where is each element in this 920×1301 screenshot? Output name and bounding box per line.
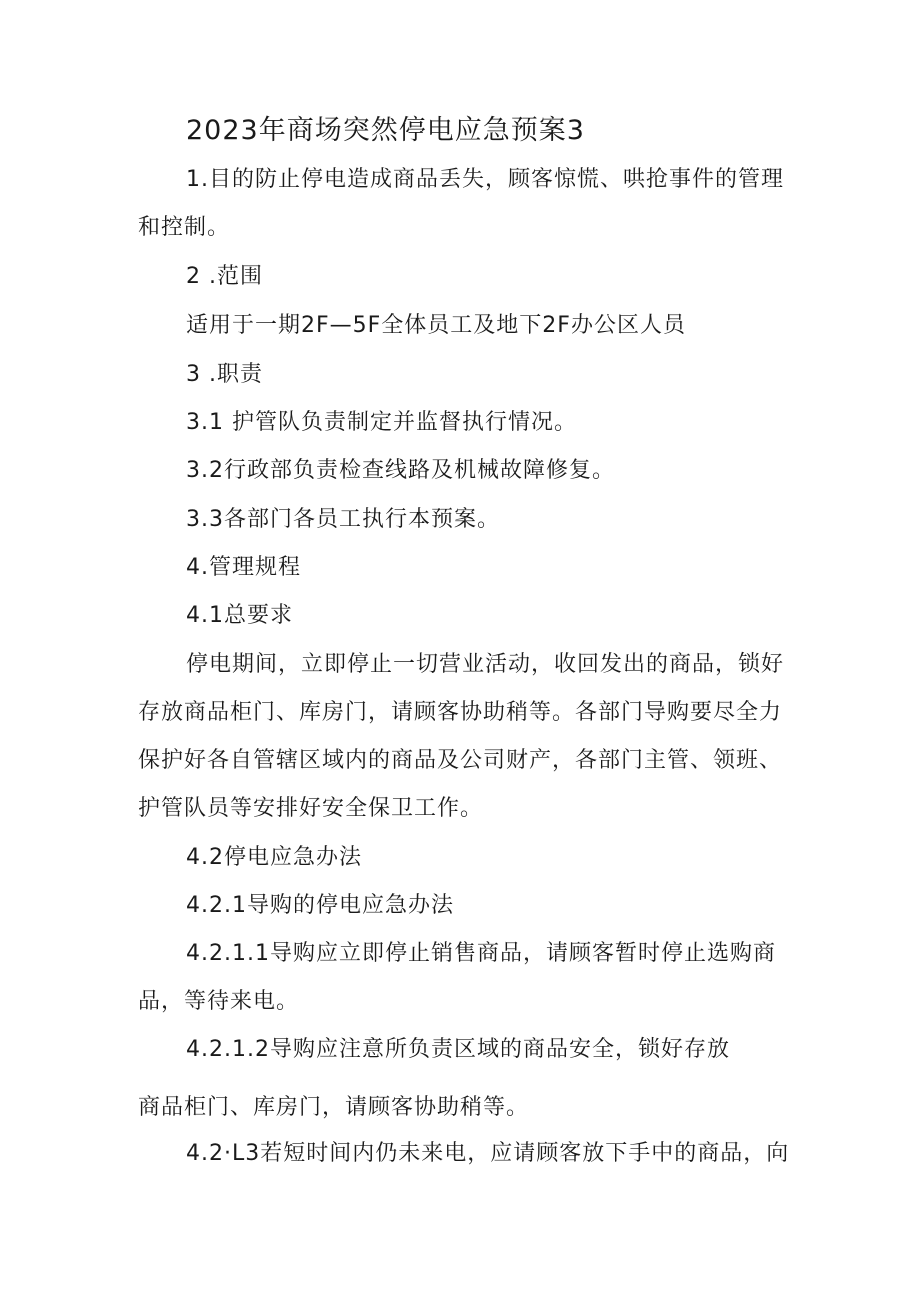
- text-line: 1.目的防止停电造成商品丢失，顾客惊慌、哄抢事件的管理: [186, 167, 784, 192]
- text-line: 品，等待来电。: [138, 989, 300, 1014]
- text-line: 停电期间，立即停止一切营业活动，收回发出的商品，锁好: [186, 652, 785, 677]
- section-heading: 4.2停电应急办法: [186, 845, 362, 870]
- section-heading: 4.管理规程: [186, 555, 301, 580]
- text-line: 4.2.1.1导购应立即停止销售商品，请顾客暂时停止选购商: [186, 941, 776, 966]
- document-title: 2023年商场突然停电应急预案3: [186, 115, 585, 146]
- section-heading: 3 .职责: [186, 362, 263, 387]
- section-heading: 4.1总要求: [186, 603, 293, 628]
- text-line: 商品柜门、库房门，请顾客协助稍等。: [138, 1095, 530, 1120]
- section-heading: 2 .范围: [186, 264, 263, 289]
- text-line: 存放商品柜门、库房门，请顾客协助稍等。各部门导购要尽全力: [138, 700, 783, 725]
- text-line: 3.3各部门各员工执行本预案。: [186, 507, 500, 532]
- text-line: 4.2·L3若短时间内仍未来电，应请顾客放下手中的商品，向: [186, 1141, 790, 1166]
- text-line: 和控制。: [138, 215, 231, 240]
- text-line: 保护好各自管辖区域内的商品及公司财产，各部门主管、领班、: [138, 748, 783, 773]
- text-line: 3.2行政部负责检查线路及机械故障修复。: [186, 458, 615, 483]
- text-line: 护管队员等安排好安全保卫工作。: [138, 796, 484, 821]
- text-line: 3.1 护管队负责制定并监督执行情况。: [186, 410, 577, 435]
- section-heading: 4.2.1导购的停电应急办法: [186, 893, 454, 918]
- text-line: 4.2.1.2导购应注意所负责区域的商品安全，锁好存放: [186, 1037, 730, 1062]
- text-line: 适用于一期2F—5F全体员工及地下2F办公区人员: [186, 313, 686, 338]
